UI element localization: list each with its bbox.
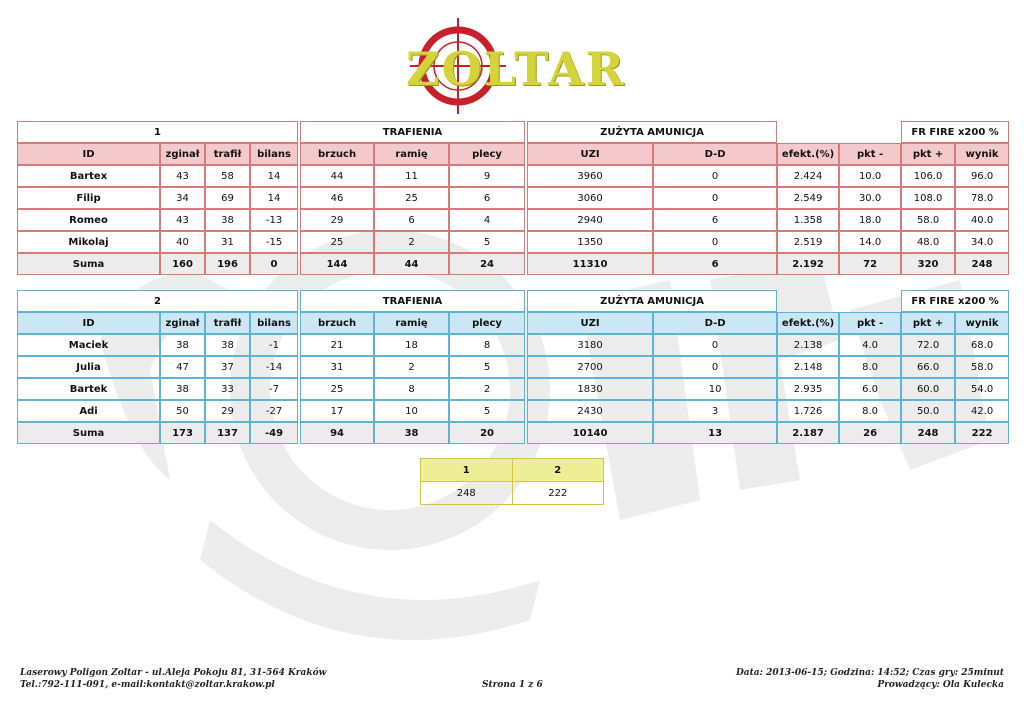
final-score-row <box>421 482 604 505</box>
final-team-2: 2 <box>512 459 604 482</box>
table-group-header <box>17 121 1024 143</box>
col-id: ID <box>17 143 160 165</box>
final-team-1: 1 <box>421 459 513 482</box>
logo-wordmark: ZOLTAR <box>406 42 626 96</box>
group-ammo-label: ZUŻYTA AMUNICJA <box>527 121 777 143</box>
table-column-header <box>17 143 1024 165</box>
footer-contact: Tel.:792-111-091, e-mail:kontakt@zoltar.krakow.pl <box>20 680 275 690</box>
team-number: 1 <box>17 121 298 143</box>
table-sum-row: Suma 173 137 -49 94 38 20 10140 13 2.187 26 248 222 <box>17 422 1024 444</box>
footer-address: Laserowy Poligon Zoltar - ul.Aleja Pokoju 81, 31-564 Kraków <box>20 668 327 678</box>
table-row: Bartek 38 33 -7 25 8 2 1830 10 2.935 6.0 60.0 54.0 <box>17 378 1024 400</box>
group-fire-label: FR FIRE x200 % <box>901 121 1009 143</box>
group-ammo-label: ZUŻYTA AMUNICJA <box>527 290 777 312</box>
col-uzi: UZI <box>527 143 653 165</box>
col-hit: trafił <box>205 143 250 165</box>
table-row: Filip 34 69 14 46 25 6 3060 0 2.549 30.0 108.0 78.0 <box>17 187 1024 209</box>
col-balance: bilans <box>250 143 298 165</box>
col-back: plecy <box>449 312 525 334</box>
col-points-plus: pkt + <box>901 143 955 165</box>
group-fire-label: FR FIRE x200 % <box>901 290 1009 312</box>
final-score-table <box>420 458 604 505</box>
table-sum-row: Suma 160 196 0 144 44 24 11310 6 2.192 72 320 248 <box>17 253 1024 275</box>
table-row: Bartex 43 58 14 44 11 9 3960 0 2.424 10.0 106.0 96.0 <box>17 165 1024 187</box>
col-result: wynik <box>955 143 1009 165</box>
col-dd: D-D <box>653 312 777 334</box>
col-belly: brzuch <box>300 143 374 165</box>
col-back: plecy <box>449 143 525 165</box>
footer-host: Prowadzący: Ola Kulecka <box>877 680 1004 690</box>
table-row: Maciek 38 38 -1 21 18 8 3180 0 2.138 4.0 72.0 68.0 <box>17 334 1024 356</box>
table-column-header <box>17 312 1024 334</box>
footer-right <box>736 667 1004 691</box>
table-row: Adi 50 29 -27 17 10 5 2430 3 1.726 8.0 50.0 42.0 <box>17 400 1024 422</box>
col-hit: trafił <box>205 312 250 334</box>
group-hits-label: TRAFIENIA <box>300 121 525 143</box>
footer-left <box>20 667 326 691</box>
final-score-1: 248 <box>421 482 513 505</box>
zoltar-logo <box>400 14 630 114</box>
table-row: Julia 47 37 -14 31 2 5 2700 0 2.148 8.0 66.0 58.0 <box>17 356 1024 378</box>
col-killed: zginał <box>160 312 205 334</box>
team-number: 2 <box>17 290 298 312</box>
col-efficiency: efekt.(%) <box>777 143 839 165</box>
col-shoulder: ramię <box>374 143 449 165</box>
col-uzi: UZI <box>527 312 653 334</box>
final-score-2: 222 <box>512 482 604 505</box>
team2-results-table <box>17 290 1024 444</box>
table-row: Romeo 43 38 -13 29 6 4 2940 6 1.358 18.0 58.0 40.0 <box>17 209 1024 231</box>
footer-date: Data: 2013-06-15; Godzina: 14:52; Czas gry: 25minut <box>735 668 1004 678</box>
table-group-header <box>17 290 1024 312</box>
table-row: Mikolaj 40 31 -15 25 2 5 1350 0 2.519 14.0 48.0 34.0 <box>17 231 1024 253</box>
col-killed: zginał <box>160 143 205 165</box>
col-points-minus: pkt - <box>839 143 901 165</box>
col-result: wynik <box>955 312 1009 334</box>
col-shoulder: ramię <box>374 312 449 334</box>
col-id: ID <box>17 312 160 334</box>
col-efficiency: efekt.(%) <box>777 312 839 334</box>
team1-results-table <box>17 121 1024 275</box>
col-points-minus: pkt - <box>839 312 901 334</box>
col-points-plus: pkt + <box>901 312 955 334</box>
col-belly: brzuch <box>300 312 374 334</box>
group-hits-label: TRAFIENIA <box>300 290 525 312</box>
col-dd: D-D <box>653 143 777 165</box>
footer-page-number: Strona 1 z 6 <box>482 680 543 690</box>
final-score-header <box>421 459 604 482</box>
col-balance: bilans <box>250 312 298 334</box>
